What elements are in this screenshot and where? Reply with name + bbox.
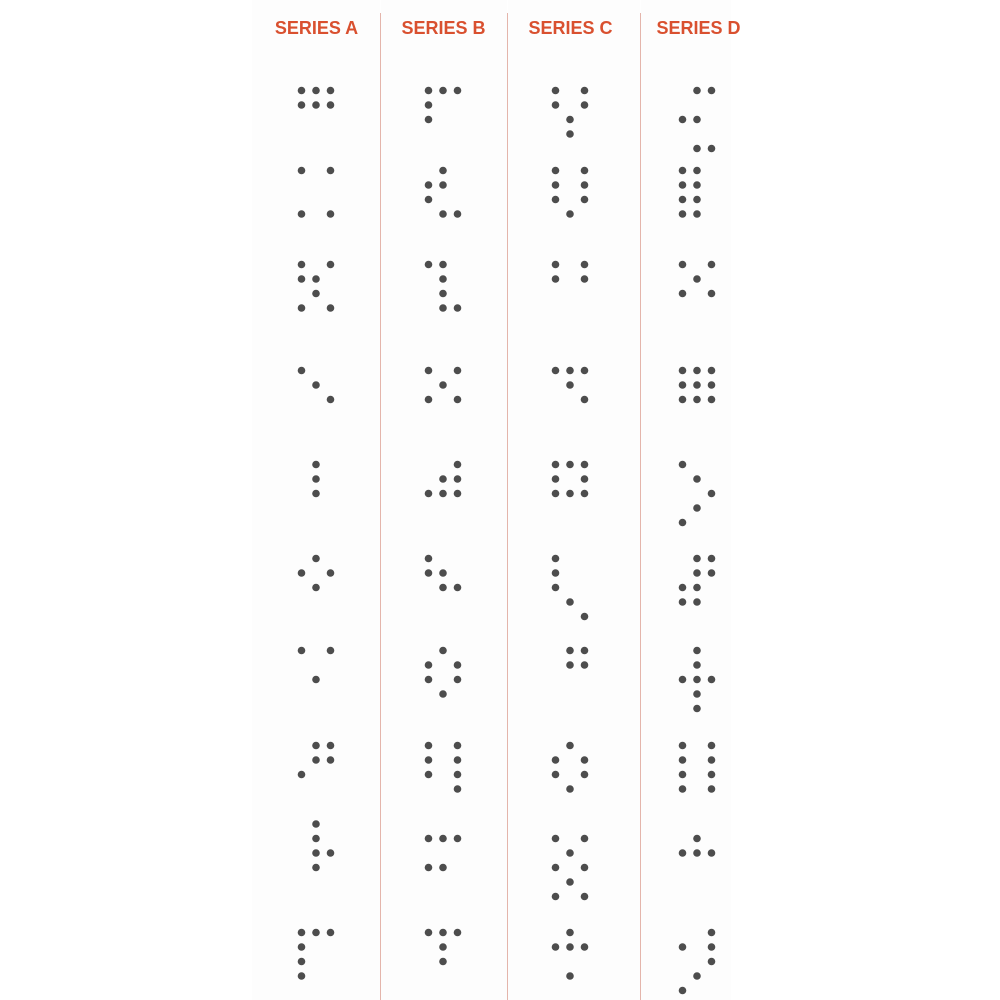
dot bbox=[439, 864, 447, 872]
pattern-cell-b-4 bbox=[425, 367, 462, 404]
dot bbox=[708, 261, 716, 269]
dot bbox=[425, 771, 433, 779]
dot bbox=[312, 275, 320, 283]
dot bbox=[679, 210, 687, 218]
dot bbox=[454, 756, 462, 764]
pattern-cell-a-6 bbox=[298, 555, 335, 592]
dot bbox=[552, 181, 560, 189]
dot bbox=[439, 304, 447, 312]
dot bbox=[693, 116, 701, 124]
pattern-cell-a-7 bbox=[298, 647, 335, 684]
dot bbox=[581, 490, 589, 498]
dot bbox=[708, 958, 716, 966]
dot bbox=[679, 181, 687, 189]
pattern-cell-b-9 bbox=[425, 835, 462, 872]
pattern-cell-c-1 bbox=[552, 87, 589, 138]
dot bbox=[679, 771, 687, 779]
dot bbox=[693, 690, 701, 698]
dot bbox=[425, 661, 433, 669]
dot bbox=[552, 275, 560, 283]
pattern-cell-d-3 bbox=[679, 261, 716, 298]
dot bbox=[425, 676, 433, 684]
dot bbox=[566, 972, 574, 980]
dot bbox=[693, 705, 701, 713]
dot bbox=[327, 87, 335, 95]
dot bbox=[693, 196, 701, 204]
pattern-cell-d-5 bbox=[679, 461, 716, 527]
pattern-cell-c-9 bbox=[552, 835, 589, 901]
dot bbox=[439, 584, 447, 592]
dot bbox=[425, 367, 433, 375]
dot bbox=[581, 613, 589, 621]
dot bbox=[439, 475, 447, 483]
dot bbox=[327, 849, 335, 857]
dot bbox=[566, 849, 574, 857]
dot bbox=[327, 756, 335, 764]
dot bbox=[581, 943, 589, 951]
pattern-cell-b-7 bbox=[425, 647, 462, 698]
dot bbox=[298, 261, 306, 269]
pattern-cell-a-9 bbox=[312, 820, 334, 871]
pattern-cell-b-2 bbox=[425, 167, 462, 218]
dot bbox=[581, 661, 589, 669]
dot bbox=[708, 785, 716, 793]
pattern-cell-b-1 bbox=[425, 87, 462, 124]
dot bbox=[552, 756, 560, 764]
dot bbox=[708, 145, 716, 153]
dot bbox=[312, 555, 320, 563]
dot bbox=[693, 972, 701, 980]
dot bbox=[552, 475, 560, 483]
dot bbox=[552, 835, 560, 843]
pattern-cell-a-3 bbox=[298, 261, 335, 312]
dot bbox=[693, 275, 701, 283]
dot bbox=[425, 929, 433, 937]
dot bbox=[439, 569, 447, 577]
dot bbox=[566, 598, 574, 606]
dot bbox=[439, 261, 447, 269]
dot bbox=[312, 864, 320, 872]
dot bbox=[552, 893, 560, 901]
dot bbox=[312, 101, 320, 109]
dot bbox=[454, 461, 462, 469]
dot bbox=[327, 396, 335, 404]
dot bbox=[566, 878, 574, 886]
dot bbox=[298, 304, 306, 312]
dot bbox=[327, 210, 335, 218]
dot bbox=[425, 490, 433, 498]
dot bbox=[693, 504, 701, 512]
dot bbox=[425, 101, 433, 109]
dot bbox=[708, 943, 716, 951]
dot bbox=[693, 835, 701, 843]
dot bbox=[708, 381, 716, 389]
dot bbox=[298, 275, 306, 283]
dot bbox=[581, 475, 589, 483]
dot bbox=[298, 943, 306, 951]
dot bbox=[679, 943, 687, 951]
dot bbox=[693, 475, 701, 483]
dot bbox=[425, 116, 433, 124]
dot bbox=[708, 676, 716, 684]
dot bbox=[552, 771, 560, 779]
dot bbox=[708, 367, 716, 375]
pattern-cell-a-8 bbox=[298, 742, 335, 779]
dot bbox=[552, 87, 560, 95]
dot bbox=[327, 647, 335, 655]
dot bbox=[708, 87, 716, 95]
dot bbox=[566, 116, 574, 124]
pattern-cell-c-8 bbox=[552, 742, 589, 793]
dot bbox=[312, 461, 320, 469]
dot bbox=[327, 569, 335, 577]
dot bbox=[708, 756, 716, 764]
dot bbox=[566, 742, 574, 750]
pattern-cell-b-10 bbox=[425, 929, 462, 966]
dot bbox=[708, 396, 716, 404]
dot bbox=[327, 101, 335, 109]
dot bbox=[693, 381, 701, 389]
dot bbox=[454, 367, 462, 375]
dot bbox=[298, 958, 306, 966]
pattern-cell-b-6 bbox=[425, 555, 462, 592]
dot bbox=[298, 167, 306, 175]
dot bbox=[693, 396, 701, 404]
dot bbox=[679, 396, 687, 404]
dot bbox=[312, 756, 320, 764]
dot bbox=[312, 584, 320, 592]
dot bbox=[425, 181, 433, 189]
dot bbox=[679, 461, 687, 469]
dot bbox=[312, 820, 320, 828]
dot bbox=[425, 196, 433, 204]
dot bbox=[298, 87, 306, 95]
dot bbox=[454, 490, 462, 498]
dot bbox=[581, 835, 589, 843]
dot bbox=[581, 196, 589, 204]
dot bbox=[312, 490, 320, 498]
pattern-cell-c-10 bbox=[552, 929, 589, 980]
dot bbox=[312, 381, 320, 389]
dot bbox=[439, 275, 447, 283]
dot bbox=[454, 676, 462, 684]
dot bbox=[552, 569, 560, 577]
dot bbox=[693, 181, 701, 189]
dot bbox=[693, 849, 701, 857]
dot bbox=[312, 849, 320, 857]
dot bbox=[679, 756, 687, 764]
dot bbox=[552, 461, 560, 469]
dot bbox=[425, 87, 433, 95]
pattern-cell-b-8 bbox=[425, 742, 462, 793]
dot bbox=[679, 584, 687, 592]
dot bbox=[679, 290, 687, 298]
dot bbox=[581, 275, 589, 283]
dot bbox=[552, 864, 560, 872]
dot bbox=[439, 943, 447, 951]
dot bbox=[693, 145, 701, 153]
dot bbox=[581, 864, 589, 872]
dot bbox=[708, 555, 716, 563]
dot bbox=[552, 261, 560, 269]
dot bbox=[454, 742, 462, 750]
pattern-cell-d-10 bbox=[679, 929, 716, 995]
dot bbox=[679, 261, 687, 269]
dot bbox=[312, 87, 320, 95]
dot bbox=[679, 987, 687, 995]
dot bbox=[454, 771, 462, 779]
dot bbox=[425, 261, 433, 269]
dot bbox=[425, 555, 433, 563]
dot bbox=[298, 367, 306, 375]
dot bbox=[454, 661, 462, 669]
pattern-cell-d-8 bbox=[679, 742, 716, 793]
dot bbox=[581, 367, 589, 375]
series-a-header: SERIES A bbox=[274, 18, 359, 38]
dot bbox=[312, 475, 320, 483]
dot bbox=[693, 584, 701, 592]
dot bbox=[552, 555, 560, 563]
dot bbox=[312, 742, 320, 750]
dot bbox=[693, 367, 701, 375]
dot bbox=[298, 929, 306, 937]
dot bbox=[581, 167, 589, 175]
pattern-cell-d-1 bbox=[679, 87, 716, 153]
pattern-cell-c-5 bbox=[552, 461, 589, 498]
pattern-cell-d-4 bbox=[679, 367, 716, 404]
dot bbox=[693, 210, 701, 218]
dot bbox=[454, 475, 462, 483]
dot bbox=[566, 943, 574, 951]
dot bbox=[312, 835, 320, 843]
dot bbox=[566, 210, 574, 218]
dot bbox=[439, 381, 447, 389]
dot bbox=[708, 290, 716, 298]
dot bbox=[439, 167, 447, 175]
dot bbox=[454, 929, 462, 937]
dot bbox=[566, 490, 574, 498]
pattern-cell-d-9 bbox=[679, 835, 716, 857]
dot bbox=[298, 101, 306, 109]
dot bbox=[708, 569, 716, 577]
dot bbox=[679, 519, 687, 527]
dot bbox=[454, 785, 462, 793]
dot bbox=[581, 647, 589, 655]
dot bbox=[439, 647, 447, 655]
dot bbox=[552, 167, 560, 175]
pattern-cell-a-4 bbox=[298, 367, 335, 404]
dot bbox=[581, 756, 589, 764]
dot bbox=[581, 101, 589, 109]
pattern-cell-d-7 bbox=[679, 647, 716, 713]
dot bbox=[454, 584, 462, 592]
dot bbox=[693, 647, 701, 655]
dot bbox=[581, 87, 589, 95]
series-d-header: SERIES D bbox=[656, 18, 741, 38]
dot bbox=[454, 210, 462, 218]
dot bbox=[679, 367, 687, 375]
dot bbox=[679, 598, 687, 606]
dot bbox=[693, 661, 701, 669]
dot bbox=[439, 290, 447, 298]
dot bbox=[581, 461, 589, 469]
dot bbox=[581, 261, 589, 269]
dot bbox=[566, 367, 574, 375]
pattern-cell-a-1 bbox=[298, 87, 335, 109]
dot bbox=[679, 381, 687, 389]
dot bbox=[566, 381, 574, 389]
dot bbox=[679, 785, 687, 793]
pattern-cell-a-5 bbox=[312, 461, 320, 498]
dot bbox=[312, 676, 320, 684]
dot bbox=[298, 972, 306, 980]
dot bbox=[298, 771, 306, 779]
pattern-cell-c-4 bbox=[552, 367, 589, 404]
dot bbox=[679, 742, 687, 750]
pattern-cell-a-2 bbox=[298, 167, 335, 218]
dot bbox=[312, 929, 320, 937]
pattern-cell-c-6 bbox=[552, 555, 589, 621]
dot bbox=[679, 116, 687, 124]
dot bbox=[439, 929, 447, 937]
pattern-cell-b-3 bbox=[425, 261, 462, 312]
dot bbox=[327, 167, 335, 175]
dot bbox=[566, 130, 574, 138]
pattern-cell-c-2 bbox=[552, 167, 589, 218]
pattern-cell-c-7 bbox=[566, 647, 588, 669]
dot bbox=[552, 367, 560, 375]
dot bbox=[454, 835, 462, 843]
dot bbox=[679, 676, 687, 684]
dot bbox=[425, 756, 433, 764]
dot bbox=[454, 304, 462, 312]
dot bbox=[425, 396, 433, 404]
dot bbox=[425, 864, 433, 872]
series-b-header: SERIES B bbox=[401, 18, 486, 38]
dot bbox=[298, 210, 306, 218]
dot bbox=[298, 569, 306, 577]
dot bbox=[566, 785, 574, 793]
dot bbox=[566, 461, 574, 469]
dot bbox=[439, 87, 447, 95]
dot bbox=[581, 396, 589, 404]
dot bbox=[425, 835, 433, 843]
dot bbox=[327, 304, 335, 312]
dot bbox=[327, 261, 335, 269]
dot bbox=[327, 929, 335, 937]
dot bbox=[552, 196, 560, 204]
dot bbox=[708, 929, 716, 937]
dot bbox=[552, 584, 560, 592]
dot bbox=[679, 196, 687, 204]
pattern-cell-b-5 bbox=[425, 461, 462, 498]
dot bbox=[566, 929, 574, 937]
series-c-header: SERIES C bbox=[528, 18, 613, 38]
pattern-cell-d-6 bbox=[679, 555, 716, 606]
dot bbox=[679, 167, 687, 175]
pattern-cell-d-2 bbox=[679, 167, 701, 218]
dot bbox=[454, 87, 462, 95]
pattern-cell-a-10 bbox=[298, 929, 335, 980]
dot bbox=[581, 893, 589, 901]
dot bbox=[693, 87, 701, 95]
dot bbox=[439, 210, 447, 218]
dot bbox=[552, 490, 560, 498]
dot bbox=[693, 598, 701, 606]
dot bbox=[439, 181, 447, 189]
dot bbox=[693, 676, 701, 684]
dot bbox=[439, 690, 447, 698]
dot bbox=[312, 290, 320, 298]
dot bbox=[439, 958, 447, 966]
dot bbox=[708, 849, 716, 857]
dot bbox=[581, 771, 589, 779]
dot bbox=[425, 742, 433, 750]
dot bbox=[566, 647, 574, 655]
dot bbox=[581, 181, 589, 189]
pattern-cell-c-3 bbox=[552, 261, 589, 283]
dot bbox=[454, 396, 462, 404]
dot bbox=[327, 742, 335, 750]
dot bbox=[679, 849, 687, 857]
dot bbox=[693, 569, 701, 577]
dot bbox=[552, 943, 560, 951]
dot bbox=[298, 647, 306, 655]
dot bbox=[425, 569, 433, 577]
dot bbox=[708, 490, 716, 498]
dot bbox=[439, 835, 447, 843]
dot bbox=[552, 101, 560, 109]
dot bbox=[566, 661, 574, 669]
dot bbox=[693, 555, 701, 563]
dot bbox=[693, 167, 701, 175]
dot bbox=[708, 742, 716, 750]
dot bbox=[708, 771, 716, 779]
dot bbox=[439, 490, 447, 498]
